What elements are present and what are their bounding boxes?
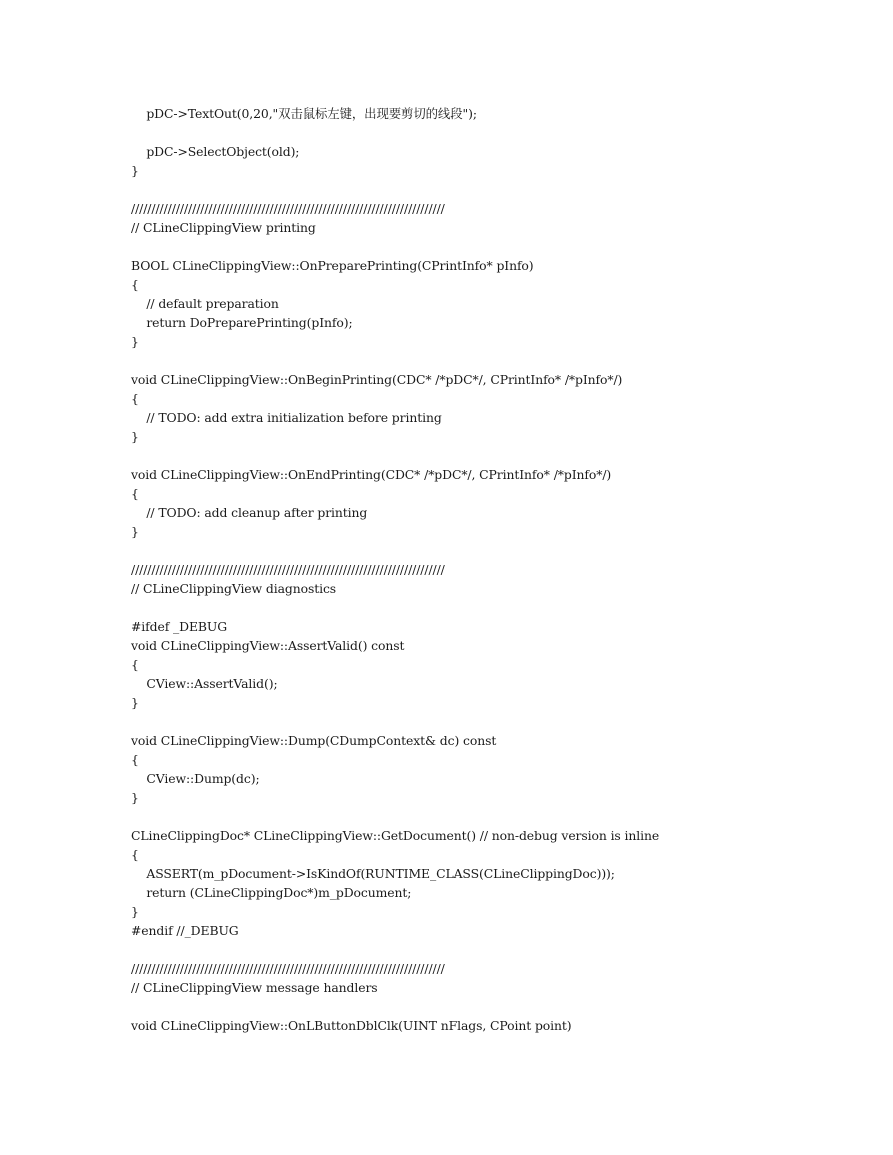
code-line: CView::Dump(dc); [131, 771, 260, 786]
code-line: } [131, 695, 139, 710]
code-line: void CLineClippingView::OnBeginPrinting(CDC* /*pDC*/, CPrintInfo* /*pInfo*/) [131, 372, 623, 387]
code-line: ///////////////////////////////////////////////////////////////////////////// [131, 562, 445, 577]
code-line: BOOL CLineClippingView::OnPreparePrinting(CPrintInfo* pInfo) [131, 258, 534, 273]
code-line: CView::AssertValid(); [131, 676, 278, 691]
code-line: { [131, 277, 139, 292]
code-line [131, 123, 659, 142]
code-line: pDC->TextOut(0,20,"双击鼠标左键，出现要剪切的线段"); [131, 106, 477, 121]
code-line: { [131, 657, 139, 672]
code-line: return DoPreparePrinting(pInfo); [131, 315, 353, 330]
code-line: { [131, 486, 139, 501]
code-listing [131, 104, 659, 1035]
code-line: // TODO: add cleanup after printing [131, 505, 368, 520]
code-line: void CLineClippingView::OnEndPrinting(CDC* /*pDC*/, CPrintInfo* /*pInfo*/) [131, 467, 612, 482]
code-line: { [131, 391, 139, 406]
code-line: } [131, 524, 139, 539]
code-line: pDC->SelectObject(old); [131, 144, 300, 159]
code-line: #ifdef _DEBUG [131, 619, 228, 634]
code-line [131, 940, 659, 959]
code-line: // default preparation [131, 296, 279, 311]
code-line: ASSERT(m_pDocument->IsKindOf(RUNTIME_CLASS(CLineClippingDoc))); [131, 866, 615, 881]
code-line [131, 541, 659, 560]
code-line [131, 712, 659, 731]
code-line: // TODO: add extra initialization before printing [131, 410, 442, 425]
code-line: // CLineClippingView printing [131, 220, 316, 235]
code-line [131, 997, 659, 1016]
code-line [131, 598, 659, 617]
code-line: } [131, 904, 139, 919]
code-line: // CLineClippingView diagnostics [131, 581, 337, 596]
code-line [131, 351, 659, 370]
code-line: } [131, 790, 139, 805]
code-line: // CLineClippingView message handlers [131, 980, 378, 995]
code-line: ///////////////////////////////////////////////////////////////////////////// [131, 201, 445, 216]
code-line: CLineClippingDoc* CLineClippingView::GetDocument() // non-debug version is inline [131, 828, 660, 843]
code-line [131, 446, 659, 465]
code-line: #endif //_DEBUG [131, 923, 239, 938]
code-line: { [131, 752, 139, 767]
code-line: void CLineClippingView::Dump(CDumpContext& dc) const [131, 733, 497, 748]
code-line: ///////////////////////////////////////////////////////////////////////////// [131, 961, 445, 976]
code-line [131, 807, 659, 826]
code-line: } [131, 334, 139, 349]
code-line: } [131, 429, 139, 444]
code-line: void CLineClippingView::OnLButtonDblClk(UINT nFlags, CPoint point) [131, 1018, 572, 1033]
code-line: } [131, 163, 139, 178]
code-line: void CLineClippingView::AssertValid() const [131, 638, 405, 653]
code-line: { [131, 847, 139, 862]
code-line: return (CLineClippingDoc*)m_pDocument; [131, 885, 412, 900]
code-line [131, 180, 659, 199]
code-line [131, 237, 659, 256]
